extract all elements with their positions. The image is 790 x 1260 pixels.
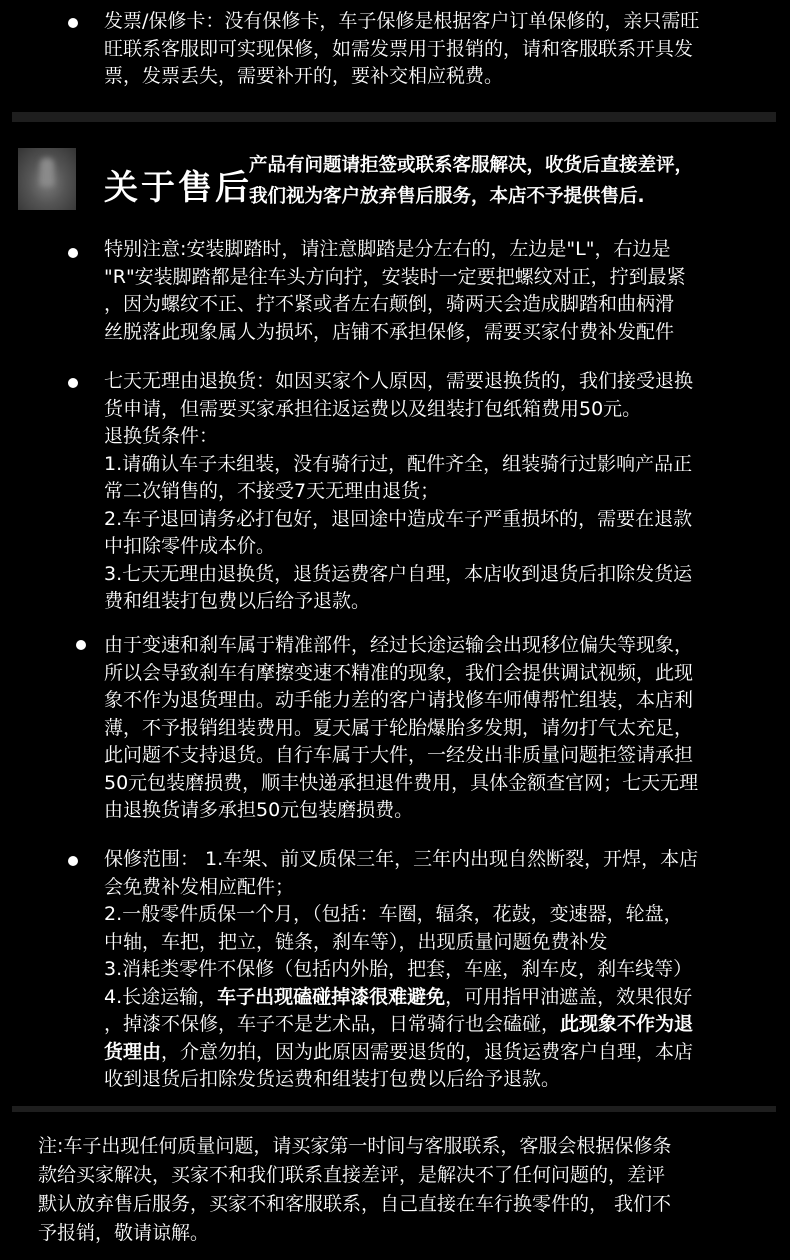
warranty-scope-emphasis: 货理由 — [104, 1040, 162, 1063]
warranty-scope-emphasis: 此现象不作为退 — [560, 1013, 694, 1035]
about-after-sales-title: 关于售后 — [104, 168, 252, 208]
after-sales-notice — [249, 150, 779, 212]
warranty-scope-line: 收到退货后扣除发货运费和组装打包费以后给予退款。 — [104, 1068, 561, 1090]
footer-note-line: 默认放弃售后服务，买家不和客服联系，自己直接在车行换零件的， 我们不 — [38, 1193, 672, 1215]
return-policy-line: 退换货条件： — [104, 425, 219, 447]
return-policy-line: 3.七天无理由退换货，退货运费客户自理，本店收到退货后扣除发货运 — [104, 562, 693, 585]
section-divider — [12, 1106, 776, 1112]
precision-parts-line: 薄，不予报销组装费用。夏天属于轮胎爆胎多发期，请勿打气太充足， — [104, 716, 694, 739]
warranty-scope-line — [104, 984, 764, 1012]
footer-note — [38, 1132, 758, 1248]
warranty-scope-emphasis: 车子出现磕碰掉漆很难避免 — [217, 985, 446, 1008]
precision-parts-line: 由于变速和刹车属于精准部件，经过长途运输会出现移位偏失等现象， — [104, 634, 694, 656]
warranty-scope-text: ，介意勿拍，因为此原因需要退货的，退货运费客户自理，本店 — [161, 1040, 694, 1063]
warranty-scope-line: 3.消耗类零件不保修（包括内外胎，把套，车座，刹车皮，刹车线等） — [104, 958, 693, 980]
warranty-scope-line — [104, 1011, 764, 1039]
blurred-thumbnail-image — [18, 148, 76, 210]
bullet-dot — [68, 18, 78, 28]
warranty-scope-text: ，可用指甲油遮盖，效果很好 — [445, 985, 693, 1008]
return-policy-line: 1.请确认车子未组装，没有骑行过，配件齐全，组装骑行过影响产品正 — [104, 452, 693, 475]
warranty-scope-line: 2.一般零件质保一个月，（包括：车圈，辐条，花鼓，变速器，轮盘， — [104, 903, 683, 925]
bullet-dot — [76, 640, 86, 650]
return-policy-line: 常二次销售的，不接受7天无理由退货； — [104, 480, 440, 502]
warranty-scope-text: ，掉漆不保修，车子不是艺术品，日常骑行也会磕碰， — [104, 1013, 561, 1035]
pedal-note-line: ，因为螺纹不正、拧不紧或者左右颠倒，骑两天会造成脚踏和曲柄滑 — [104, 293, 675, 315]
return-policy-line: 2.车子退回请务必打包好，退回途中造成车子严重损坏的，需要在退款 — [104, 507, 693, 530]
after-sales-notice-line: 产品有问题请拒签或联系客服解决，收货后直接差评， — [249, 155, 694, 176]
precision-parts-line: 所以会导致刹车有摩擦变速不精准的现象，我们会提供调试视频，此现 — [104, 661, 694, 684]
footer-note-line: 予报销，敬请谅解。 — [38, 1222, 210, 1244]
section-divider — [12, 112, 776, 122]
footer-note-line: 注:车子出现任何质量问题，请买家第一时间与客服联系，客服会根据保修条 — [38, 1135, 672, 1157]
warranty-card-line: 发票/保修卡：没有保修卡，车子保修是根据客户订单保修的，亲只需旺 — [104, 10, 700, 32]
warranty-card-line: 旺联系客服即可实现保修，如需发票用于报销的，请和客服联系开具发 — [104, 37, 694, 60]
bullet-dot — [68, 856, 78, 866]
pedal-note-line: 特别注意:安装脚踏时，请注意脚踏是分左右的，左边是"L"，右边是 — [104, 238, 671, 260]
after-sales-notice-line: 我们视为客户放弃售后服务，本店不予提供售后. — [249, 186, 645, 207]
precision-parts-line: 50元包装磨损费，顺丰快递承担退件费用，具体金额查官网；七天无理 — [104, 771, 699, 794]
precision-parts-line: 象不作为退货理由。动手能力差的客户请找修车师傅帮忙组装，本店利 — [104, 689, 694, 711]
footer-note-line: 款给买家解决，买家不和我们联系直接差评，是解决不了任何问题的，差评 — [38, 1164, 666, 1186]
precision-parts-line: 此问题不支持退货。自行车属于大件，一经发出非质量问题拒签请承担 — [104, 744, 694, 766]
warranty-card-line: 票，发票丢失，需要补开的，要补交相应税费。 — [104, 65, 504, 87]
warranty-scope-line — [104, 1039, 764, 1067]
pedal-note-line: "R"安装脚踏都是往车头方向拧，安装时一定要把螺纹对正，拧到最紧 — [104, 265, 686, 288]
bullet-dot — [68, 248, 78, 258]
warranty-scope-line: 保修范围： 1.车架、前叉质保三年，三年内出现自然断裂，开焊，本店 — [104, 848, 699, 870]
bullet-dot — [68, 378, 78, 388]
warranty-scope-text: 4.长途运输， — [104, 985, 218, 1008]
warranty-scope-line: 会免费补发相应配件； — [104, 875, 295, 898]
return-policy-line: 七天无理由退换货：如因买家个人原因，需要退换货的，我们接受退换 — [104, 370, 694, 392]
warranty-scope-line: 中轴，车把，把立，链条，刹车等），出现质量问题免费补发 — [104, 930, 608, 953]
pedal-note-line: 丝脱落此现象属人为损坏，店铺不承担保修，需要买家付费补发配件 — [104, 320, 675, 343]
return-policy-line: 中扣除零件成本价。 — [104, 535, 276, 557]
precision-parts-line: 由退换货请多承担50元包装磨损费。 — [104, 799, 414, 821]
return-policy-line: 费和组装打包费以后给予退款。 — [104, 590, 371, 612]
return-policy-line: 货申请，但需要买家承担往返运费以及组装打包纸箱费用50元。 — [104, 397, 642, 420]
